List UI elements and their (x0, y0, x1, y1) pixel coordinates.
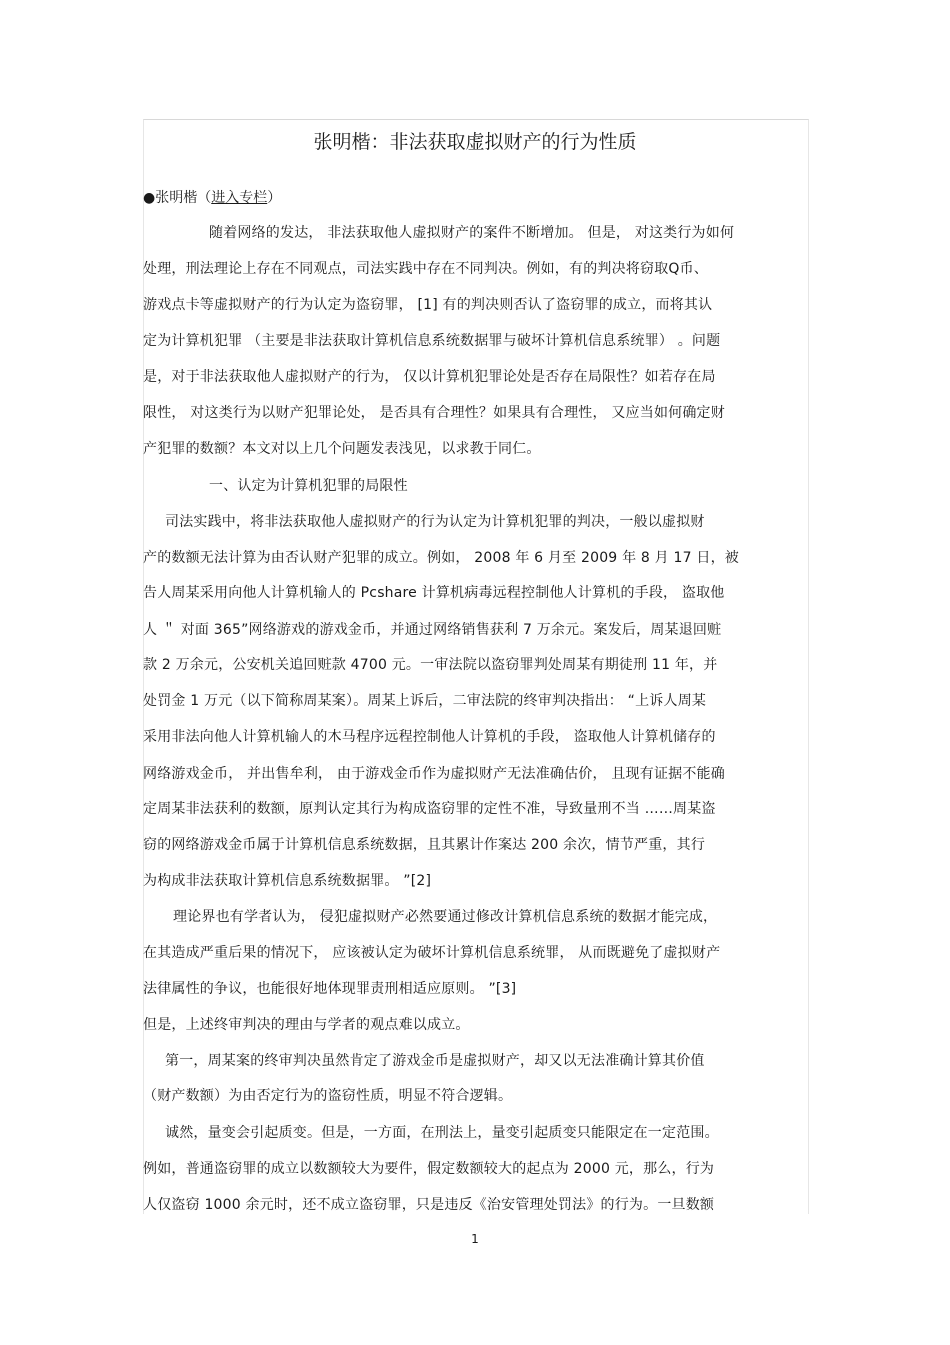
author-line (143, 186, 281, 210)
text-line: 定为计算机犯罪 （主要是非法获取计算机信息系统数据罪与破坏计算机信息系统罪） 。问题 (143, 333, 721, 349)
text-line: 款 2 万余元，公安机关追回赃款 4700 元。一审法院以盗窃罪判处周某有期徒刑 11 年，并 (143, 657, 718, 673)
text-line: 窃的网络游戏金币属于计算机信息系统数据，且其累计作案达 200 余次，情节严重，其行 (143, 837, 706, 853)
text-line: 产的数额无法计算为由否认财产犯罪的成立。例如， 2008 年 6 月至 2009 年 8 月 17 日，被 (143, 550, 739, 566)
text-line: 网络游戏金币， 并出售牟利， 由于游戏金币作为虚拟财产无法准确估价， 且现有证据不能确 (143, 766, 725, 782)
section-heading: 一、认定为计算机犯罪的局限性 (209, 478, 408, 494)
text-line: 理论界也有学者认为， 侵犯虚拟财产必然要通过修改计算机信息系统的数据才能完成， (173, 909, 718, 925)
text-line: 第一，周某案的终审判决虽然肯定了游戏金币是虚拟财产，却又以无法准确计算其价值 (165, 1053, 705, 1069)
text-line: 但是，上述终审判决的理由与学者的观点难以成立。 (143, 1017, 470, 1033)
text-line: 游戏点卡等虚拟财产的行为认定为盗窃罪， [1] 有的判决则否认了盗窃罪的成立，而将其认 (143, 297, 713, 313)
author-name: ●张明楷（ (143, 190, 212, 206)
text-line: 处罚金 1 万元（以下简称周某案）。周某上诉后，二审法院的终审判决指出： “上诉人周某 (143, 693, 707, 709)
text-line: 例如，普通盗窃罪的成立以数额较大为要件，假定数额较大的起点为 2000 元，那么，行为 (143, 1161, 715, 1177)
text-line: 为构成非法获取计算机信息系统数据罪。 ”[2] (143, 873, 432, 889)
text-line: 告人周某采用向他人计算机输人的 Pcshare 计算机病毒远程控制他人计算机的手段， 盗取他 (143, 585, 725, 601)
page-number: 1 (471, 1232, 479, 1246)
text-line: 限性， 对这类行为以财产犯罪论处， 是否具有合理性？如果具有合理性， 又应当如何确定财 (143, 405, 725, 421)
text-line: 人 ＂ 对面 365”网络游戏的游戏金币，并通过网络销售获利 7 万余元。案发后，周某退回赃 (143, 622, 722, 638)
text-line: 采用非法向他人计算机输人的木马程序远程控制他人计算机的手段， 盗取他人计算机储存的 (143, 729, 716, 745)
text-line: 随着网络的发达， 非法获取他人虚拟财产的案件不断增加。 但是， 对这类行为如何 (209, 225, 735, 241)
text-line: 法律属性的争议，也能很好地体现罪责刑相适应原则。 ”[3] (143, 981, 517, 997)
author-suffix: ） (267, 190, 282, 206)
text-line: 诚然，量变会引起质变。但是，一方面，在刑法上，量变引起质变只能限定在一定范围。 (165, 1125, 719, 1141)
column-link[interactable]: 进入专栏 (211, 190, 268, 206)
text-line: 定周某非法获利的数额，原判认定其行为构成盗窃罪的定性不准，导致量刑不当 ……周某盗 (143, 801, 716, 817)
text-line: 司法实践中，将非法获取他人虚拟财产的行为认定为计算机犯罪的判决，一般以虚拟财 (165, 514, 705, 530)
text-line: 人仅盗窃 1000 余元时，还不成立盗窃罪，只是违反《治安管理处罚法》的行为。一旦数额 (143, 1197, 715, 1213)
text-line: 产犯罪的数额？本文对以上几个问题发表浅见，以求教于同仁。 (143, 441, 541, 457)
text-line: 在其造成严重后果的情况下， 应该被认定为破坏计算机信息系统罪， 从而既避免了虚拟财产 (143, 945, 721, 961)
text-line: 处理，刑法理论上存在不同观点，司法实践中存在不同判决。例如，有的判决将窃取Q币、 (143, 261, 709, 277)
text-line: 是，对于非法获取他人虚拟财产的行为， 仅以计算机犯罪论处是否存在局限性？如若存在局 (143, 369, 716, 385)
text-line: （财产数额）为由否定行为的盗窃性质，明显不符合逻辑。 (143, 1088, 513, 1104)
page-title: 张明楷：非法获取虚拟财产的行为性质 (313, 131, 637, 153)
